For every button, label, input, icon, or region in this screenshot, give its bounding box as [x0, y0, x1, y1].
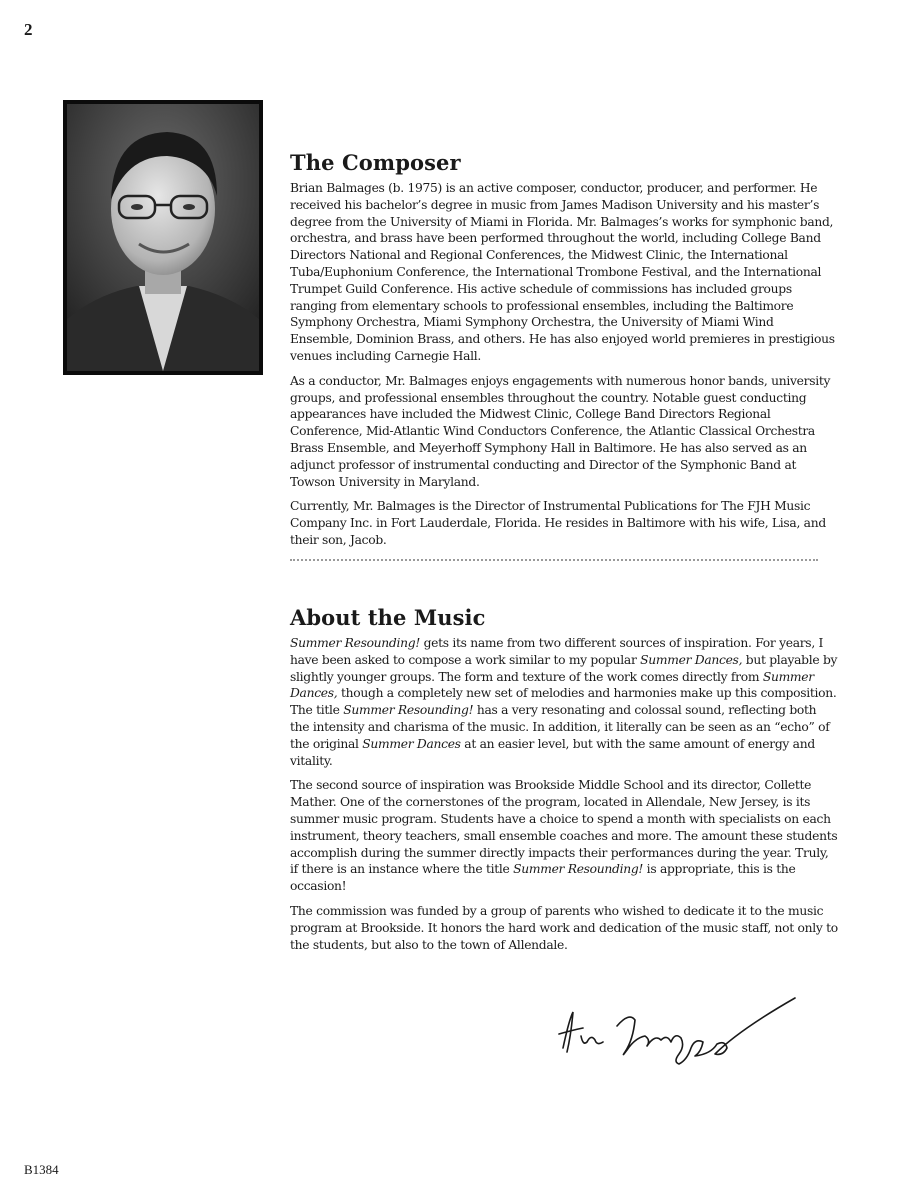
- signature: [555, 990, 805, 1070]
- paragraph-text: The second source of inspiration was Brookside Middle School and its director, Collette Mather. One of the cornerstones of the program, located in Allendale, New Jersey, is its summer music program. Students have a choice to spend a month with specialists on each instrument, theory teachers, small ensemble coaches and more. The amount these students accomplish during the summer directly impacts their performances during the year. Truly, if there is an instance where the title: [290, 778, 838, 877]
- section-divider: [290, 559, 818, 561]
- composer-paragraph-3: Currently, Mr. Balmages is the Director of Instrumental Publications for The FJH Music Company Inc. in Fort Lauderdale, Florida. He resides in Baltimore with his wife, Lisa, and their son, Jacob.: [290, 499, 826, 547]
- portrait-image: [67, 104, 259, 371]
- work-title: Summer Dances,: [640, 652, 743, 667]
- composer-paragraph-1: Brian Balmages (b. 1975) is an active composer, conductor, producer, and performer. He received his bachelor’s degree in music from James Madison University and his master’s degree from the University of Miami in Florida. Mr. Balmages’s works for symphonic band, orchestra, and brass have been performed throughout the world, including College Band Directors National and Regional Conferences, the Midwest Clinic, the International Tuba/Euphonium Conference, the International Trombone Festival, and the International Trumpet Guild Conference. His active schedule of commissions has included groups ranging from elementary schools to professional ensembles, including the Baltimore Symphony Orchestra, Miami Symphony Orchestra, the University of Miami Wind Ensemble, Dominion Brass, and others. He has also enjoyed world premieres in prestigious venues including Carnegie Hall.: [290, 181, 835, 363]
- paragraph-text: at an easier level, but with the same amount of energy and vitality.: [290, 736, 815, 768]
- work-title: Summer Resounding!: [290, 636, 420, 650]
- page-number: 2: [24, 20, 33, 39]
- paragraph-text: has a very resonating and colossal sound, reflecting both the intensity and charisma of the music. In addition, it literally can be seen as an “echo” of the original: [290, 703, 830, 751]
- paragraph-text: though a completely new set of melodies and harmonies make up this composition. The title: [290, 686, 837, 718]
- paragraph-text: gets its name from two different sources of inspiration. For years, I have been asked to compose a work similar to my popular: [290, 636, 824, 667]
- work-title: Summer Dances,: [290, 669, 814, 701]
- paragraph-text: but playable by slightly younger groups. The form and texture of the work comes directly from: [290, 652, 838, 684]
- catalog-number: B1384: [24, 1162, 59, 1177]
- composer-portrait: [63, 100, 263, 375]
- music-paragraph-1: [290, 635, 838, 769]
- music-paragraph-2: [290, 777, 838, 895]
- work-title: Summer Resounding!: [343, 703, 474, 718]
- composer-paragraph-2: As a conductor, Mr. Balmages enjoys engagements with numerous honor bands, university groups, and professional ensembles throughout the country. Notable guest conducting appearances have included the Midwest Clinic, College Band Directors Regional Conference, Mid-Atlantic Wind Conductors Conference, the Atlantic Classical Orchestra Brass Ensemble, and Meyerhoff Symphony Hall in Baltimore. He has also served as an adjunct professor of instrumental conducting and Director of the Symphonic Band at Towson University in Maryland.: [290, 373, 831, 489]
- music-paragraph-3: The commission was funded by a group of parents who wished to dedicate it to the music program at Brookside. It honors the hard work and dedication of the music staff, not only to the students, but also to the town of Allendale.: [290, 903, 838, 952]
- signature-image: [555, 990, 805, 1070]
- work-title: Summer Dances: [362, 736, 461, 751]
- work-title: Summer Resounding!: [513, 862, 644, 877]
- music-section: [290, 605, 838, 961]
- composer-heading: The Composer: [290, 150, 461, 175]
- paragraph-text: is appropriate, this is the occasion!: [290, 862, 796, 894]
- composer-section: [290, 150, 838, 561]
- music-heading: About the Music: [290, 605, 486, 630]
